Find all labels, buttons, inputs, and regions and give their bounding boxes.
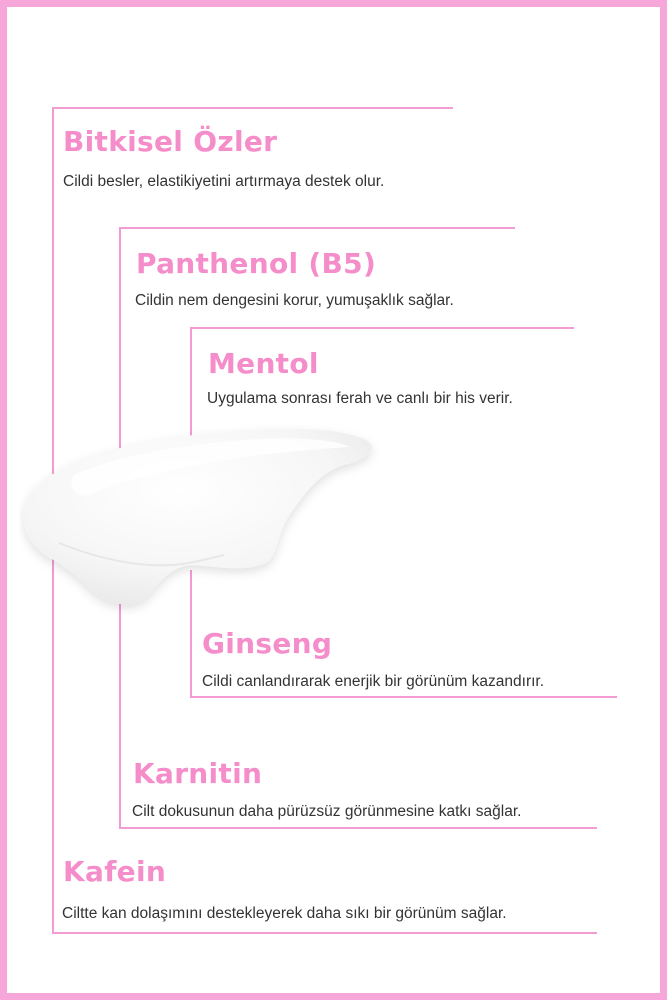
ingredient-title: Mentol [208, 347, 319, 380]
ingredient-description: Ciltte kan dolaşımını destekleyerek daha sıkı bir görünüm sağlar. [62, 905, 507, 922]
ingredient-title: Ginseng [202, 627, 333, 660]
ingredient-description: Uygulama sonrası ferah ve canlı bir his verir. [207, 390, 513, 407]
ingredient-description: Cildin nem dengesini korur, yumuşaklık sağlar. [135, 292, 454, 309]
ingredient-title: Panthenol (B5) [136, 247, 377, 280]
connector-line [52, 932, 597, 934]
ingredient-description: Cilt dokusunun daha pürüzsüz görünmesine katkı sağlar. [132, 803, 522, 820]
ingredient-description: Cildi canlandırarak enerjik bir görünüm kazandırır. [202, 673, 545, 690]
connector-line [190, 696, 617, 698]
ingredient-description: Cildi besler, elastikiyetini artırmaya destek olur. [63, 173, 385, 190]
ingredient-title: Kafein [63, 855, 167, 888]
connector-line [119, 227, 515, 229]
ingredient-title: Bitkisel Özler [63, 125, 278, 158]
connector-line [190, 327, 574, 329]
connector-line [119, 827, 597, 829]
ingredient-title: Karnitin [133, 757, 263, 790]
cream-swatch-image [19, 415, 389, 615]
connector-line [52, 107, 453, 109]
